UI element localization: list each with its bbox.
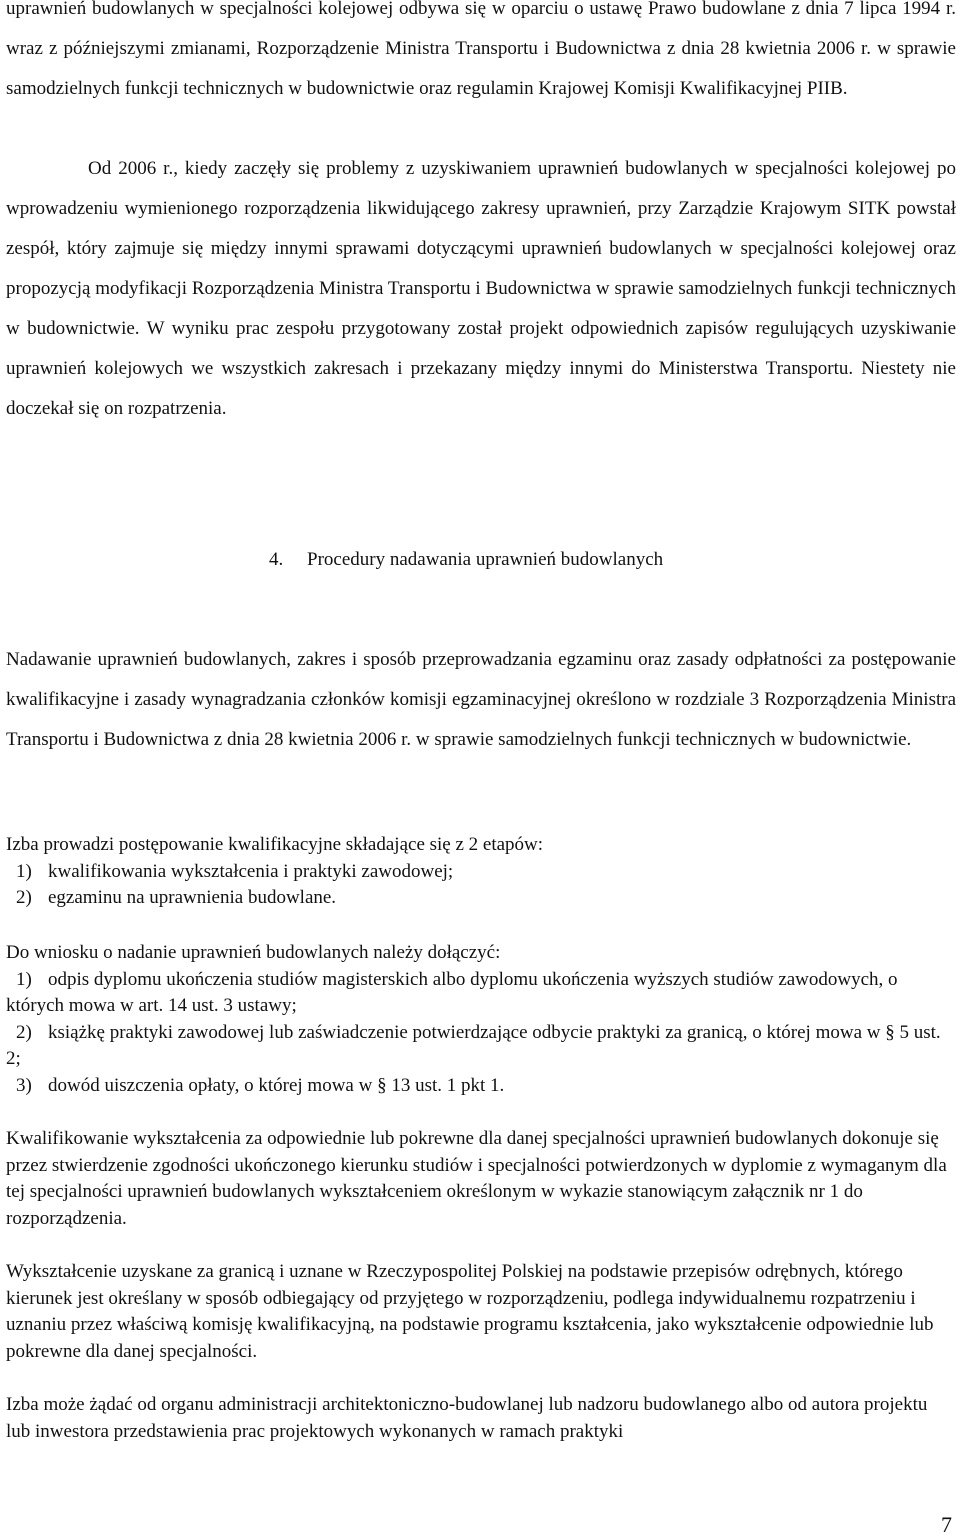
list-item-number: 2) [16, 887, 32, 908]
section-heading-number: 4. [269, 549, 284, 570]
attachments-list [6, 967, 956, 1100]
attachments-intro: Do wniosku o nadanie uprawnień budowlanych należy dołączyć: [6, 942, 501, 963]
list-item [6, 885, 956, 912]
stages-intro: Izba prowadzi postępowanie kwalifikacyjne składające się z 2 etapów: [6, 834, 544, 855]
list-item-text: egzaminu na uprawnienia budowlane. [48, 887, 337, 908]
list-item [6, 859, 956, 886]
list-item-text: książkę praktyki zawodowej lub zaświadczenie potwierdzające odbycie praktyki za granicą, o której mowa w § 5 ust. 2; [6, 1021, 941, 1069]
list-item-number: 1) [16, 860, 32, 882]
paragraph-foreign-education: Wykształcenie uzyskane za granicą i uznane w Rzeczypospolitej Polskiej na podstawie przepisów odrębnych, którego kierunek jest określany w sposób odbiegający od przyjętego w rozporządzeniu, podlega indywidualnemu rozpatrzeniu i uznaniu przez właściwą komisję kwalifikacyjną, na podstawie programu kształcenia, jako wykształcenie odpowiednie lub pokrewne dla danej specjalności. [6, 1261, 934, 1362]
paragraph-project-works: Izba może żądać od organu administracji architektoniczno-budowlanej lub nadzoru budowlanego albo od autora projektu lub inwestora przedstawienia prac projektowych wykonanych w ramach praktyki [6, 1394, 928, 1442]
section-heading [269, 546, 663, 574]
paragraph-sitk-team: Od 2006 r., kiedy zaczęły się problemy z uzyskiwaniem uprawnień budowlanych w specjalności kolejowej po wprowadzeniu wymienionego rozporządzenia likwidującego zakresy uprawnień, przy Zarządzie Krajowym SITK powstał zespół, który zajmuje się między innymi sprawami dotyczącymi uprawnień budowlanych w specjalności kolejowej oraz propozycją modyfikacji Rozporządzenia Ministra Transportu i Budownictwa w sprawie samodzielnych funkcji technicznych w budownictwie. W wyniku prac zespołu przygotowany został projekt odpowiednich zapisów regulujących uzyskiwanie uprawnień kolejowych we wszystkich zakresach i przekazany między innymi do Ministerstwa Transportu. Niestety nie doczekał się on rozpatrzenia. [6, 158, 956, 419]
stages-block [6, 832, 956, 912]
paragraph-procedure-basis: Nadawanie uprawnień budowlanych, zakres i sposób przeprowadzania egzaminu oraz zasady odpłatności za postępowanie kwalifikacyjne i zasady wynagradzania członków komisji egzaminacyjnej określono w rozdziale 3 Rozporządzenia Ministra Transportu i Budownictwa z dnia 28 kwietnia 2006 r. w sprawie samodzielnych funkcji technicznych w budownictwie. [6, 649, 956, 750]
section-heading-title: Procedury nadawania uprawnień budowlanych [307, 549, 664, 570]
page-number: 7 [941, 1512, 952, 1537]
list-item [6, 1020, 956, 1073]
list-item-number: 3) [16, 1074, 32, 1096]
list-item-text: kwalifikowania wykształcenia i praktyki zawodowej; [48, 860, 454, 882]
list-item-number: 1) [16, 968, 32, 990]
paragraph-legal-basis: uprawnień budowlanych w specjalności kolejowej odbywa się w oparciu o ustawę Prawo budowlane z dnia 7 lipca 1994 r. wraz z późniejszymi zmianami, Rozporządzenie Ministra Transportu i Budownictwa z dnia 28 kwietnia 2006 r. w sprawie samodzielnych funkcji technicznych w budownictwie oraz regulamin Krajowej Komisji Kwalifikacyjnej PIIB. [6, 0, 956, 99]
list-item-text: odpis dyplomu ukończenia studiów magisterskich albo dyplomu ukończenia wyższych studiów zawodowych, o których mowa w art. 14 ust. 3 ustawy; [6, 968, 898, 1016]
list-item [6, 1073, 956, 1100]
stages-list [6, 859, 956, 912]
list-item-number: 2) [16, 1021, 32, 1043]
attachments-block [6, 940, 956, 1099]
paragraph-education-qualification: Kwalifikowanie wykształcenia za odpowiednie lub pokrewne dla danej specjalności uprawnień budowlanych dokonuje się przez stwierdzenie zgodności ukończonego kierunku studiów i specjalności potwierdzonych w dyplomie z wymaganym dla tej specjalności uprawnień budowlanych wykształceniem określonym w wykazie stanowiącym załącznik nr 1 do rozporządzenia. [6, 1128, 947, 1229]
list-item [6, 967, 956, 1020]
list-item-text: dowód uiszczenia opłaty, o której mowa w § 13 ust. 1 pkt 1. [48, 1074, 505, 1096]
